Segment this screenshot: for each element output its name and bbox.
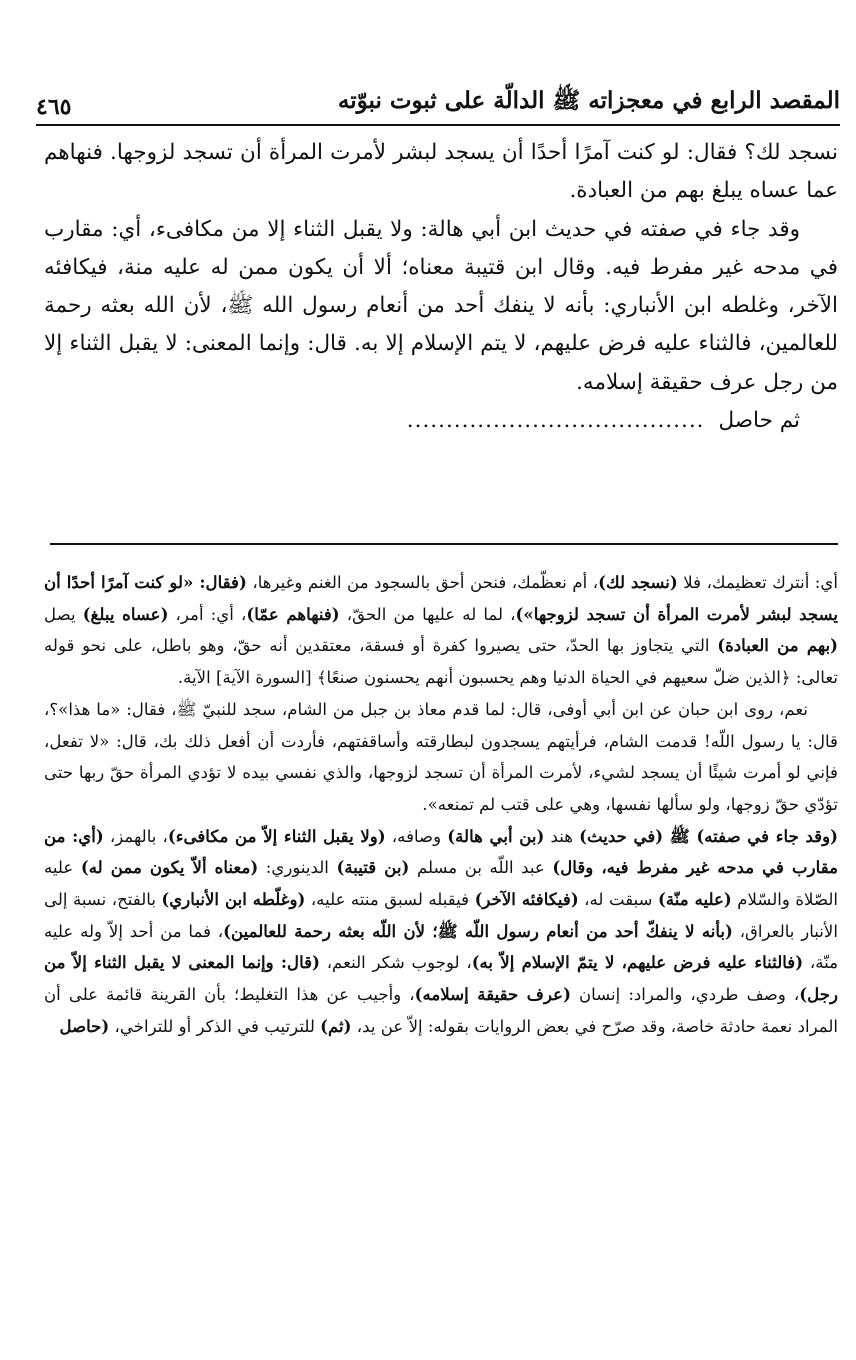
quoted-phrase: (بأنه لا ينفكّ أحد من أنعام رسول اللّه ﷺ؛ لأن اللّه بعثه رحمة للعالمين): [223, 920, 733, 941]
quoted-phrase: (وغلّطه ابن الأنباري): [161, 889, 306, 910]
quoted-phrase: (معناه ألاّ يكون ممن له): [80, 857, 259, 878]
quoted-phrase: (بن قتيبة): [336, 857, 410, 878]
commentary-text-run: عبد اللّه بن مسلم: [409, 858, 553, 878]
main-paragraph-2: وقد جاء في صفته في حديث ابن أبي هالة: ولا يقبل الثناء إلا من مكافىء، أي: مقارب في مدحه غير مفرط فيه. وقال ابن قتيبة معناه؛ ألا أن يكون ممن له عليه منة، فيكافئه الآخر، وغلطه ابن الأنباري: بأنه لا ينفك أحد من أنعام رسول الله ﷺ، لأن الله بعثه رحمة للعالمين، فالثناء عليه فرض عليهم، لا يتم الإسلام إلا به. قال: وإنما المعنى: لا يقبل الثناء إلا من رجل عرف حقيقة إسلامه.: [44, 216, 838, 395]
commentary-text-run: ، فما من أحد إلاّ وله عليه منّة،: [44, 921, 838, 973]
commentary-text-run: الدينوري:: [258, 858, 337, 878]
commentary-text-run: ، وصف طردي، والمراد: إنسان: [570, 985, 800, 1005]
quoted-phrase: (عساه يبلغ): [82, 603, 169, 624]
quoted-phrase: (بهم من العبادة): [717, 635, 838, 656]
commentary-paragraph-3: [44, 821, 838, 1043]
quoted-phrase: (فالثناء عليه فرض عليهم، لا يتمّ الإسلام إلاّ به): [471, 952, 804, 973]
commentary-text-run: عليه الصّلاة والسّلام: [44, 858, 839, 910]
commentary-text-run: يصل: [44, 604, 83, 624]
quoted-phrase: (حاصل: [59, 1015, 110, 1036]
commentary-text-run: ، لوجوب شكر النعم،: [319, 953, 472, 973]
commentary-text-run: ، أم نعظّمك، فنحن أحق بالسجود من الغنم وغيرها،: [246, 573, 599, 592]
commentary-text-run: للترتيب في الذكر أو للتراخي،: [109, 1016, 321, 1036]
commentary-text-run: فيقبله لسبق منته عليه،: [305, 890, 475, 910]
quoted-phrase: (فنهاهم عمّا): [246, 603, 340, 624]
main-text: [44, 134, 838, 440]
main-paragraph-1: نسجد لك؟ فقال: لو كنت آمرًا أحدًا أن يسجد لبشر لأمرت المرأة أن تسجد لزوجها. فنهاهم عما عساه يبلغ بهم من العبادة.: [44, 140, 838, 204]
closing-text: ثم حاصل: [718, 408, 800, 434]
quoted-phrase: (عليه منّة): [658, 889, 732, 910]
commentary-text-run: التي يتجاوز بها الحدّ، حتى يصيروا كفرة أو فسقة، معتقدين أنه حقّ، وهو باطل، على نحو قوله تعالى: ﴿الذين ضلّ سعيهم في الحياة الدنيا وهم يحسبون أنهم يحسنون صنعًا﴾ [السورة الآية] الآية.: [44, 636, 838, 688]
commentary-text-run: وصافه،: [385, 826, 448, 846]
quoted-phrase: (أي: من مقارب في مدحه غير مفرط فيه، وقال): [44, 825, 838, 878]
quoted-phrase: (عرف حقيقة إسلامه): [414, 984, 571, 1005]
quoted-phrase: (نسجد لك): [598, 572, 678, 592]
quoted-phrase: (قال: وإنما المعنى لا يقبل الثناء إلاّ من رجل): [44, 952, 838, 1005]
quoted-phrase: (ثم): [320, 1015, 352, 1036]
commentary-text-run: بالفتح، نسبة إلى الأنبار بالعراق،: [44, 890, 838, 941]
main-closing-line: [44, 402, 838, 440]
commentary-paragraph-2: نعم، روى ابن حبان عن ابن أبي أوفى، قال: لما قدم معاذ بن جبل من الشام، سجد للنبيّ ﷺ، فقال: «ما هذا»؟، قال: يا رسول اللّه! قدمت الشام، فرأيتهم يسجدون لبطارقته وأساقفتهم، فأردت أن أفعل ذلك بك، قال: «لا تفعل، فإني لو أمرت شيئًا أن يسجد لشيء، لأمرت المرأة أن تسجد لزوجها، والذي نفسي بيده لا تؤدي المرأة حقّ ربها حتى تؤدّي حقّ زوجها، ولو سألها نفسها، وهي على قتب لم تمنعه».: [44, 699, 838, 814]
commentary-text-run: ، أي: أمر،: [168, 604, 247, 624]
page-header: [36, 70, 840, 126]
closing-dots: ......................................: [406, 408, 705, 434]
page-number: ٤٦٥: [36, 94, 72, 120]
commentary-text: [44, 567, 838, 1043]
quoted-phrase: (ولا يقبل الثناء إلاّ من مكافىء): [167, 825, 386, 846]
commentary-text-run: ، وأجيب عن هذا التغليط؛ بأن القرينة قائمة على أن المراد نعمة حادثة خاصة، وقد صرّح في بعض الروايات بقوله: إلاّ عن يد،: [44, 985, 838, 1036]
commentary-paragraph-1: [44, 567, 838, 694]
commentary-text-run: هند: [544, 826, 580, 846]
commentary-text-run: أي: أنترك تعظيمك، فلا: [677, 573, 838, 592]
commentary-separator: [50, 543, 838, 545]
commentary-text-run: سبقت له،: [578, 890, 659, 910]
commentary-text-run: ، لما له عليها من الحقّ،: [339, 604, 516, 624]
quoted-phrase: (فقال: «لو كنت آمرًا أحدًا أن يسجد لبشر لأمرت المرأة أن تسجد لزوجها»): [44, 572, 838, 624]
commentary-text-run: ، بالهمز،: [103, 826, 168, 846]
running-head-title: المقصد الرابع في معجزاته ﷺ الدالّة على ثبوت نبوّته: [337, 87, 840, 114]
quoted-phrase: (بن أبي هالة): [447, 825, 545, 846]
quoted-phrase: (وقد جاء في صفته) ﷺ (في حديث): [579, 825, 838, 846]
quoted-phrase: (فيكافئه الآخر): [474, 889, 579, 910]
header-rule: [36, 124, 840, 126]
